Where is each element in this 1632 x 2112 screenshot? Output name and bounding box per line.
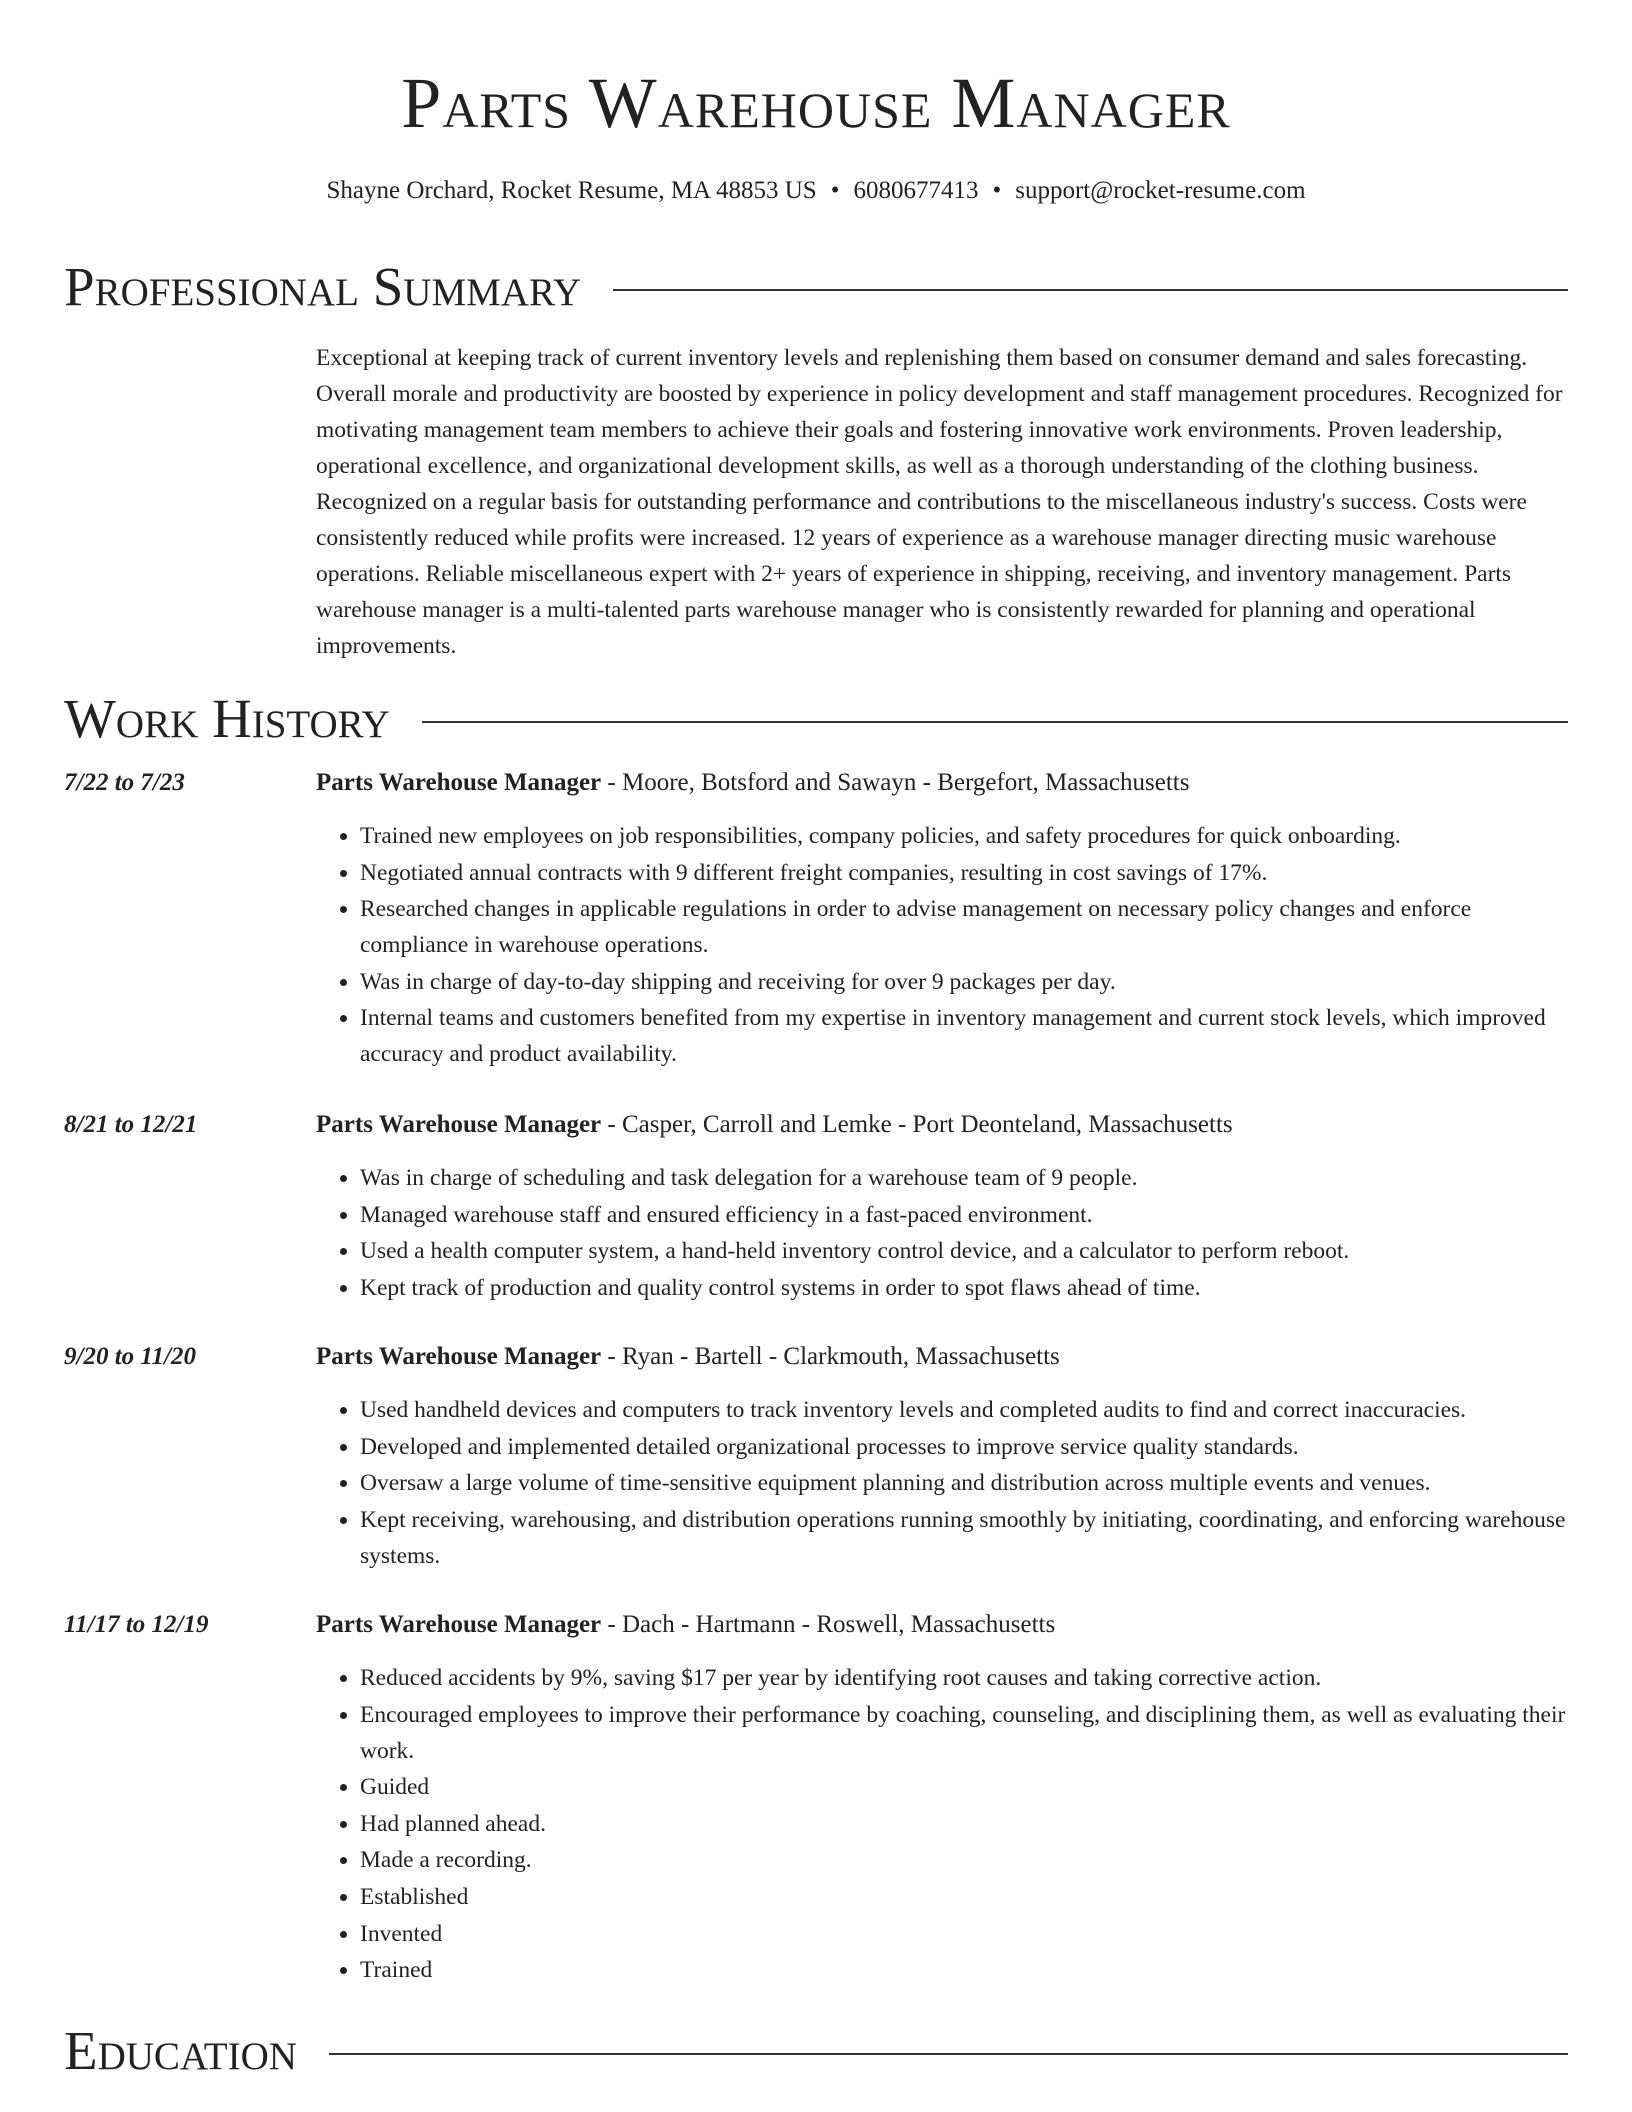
job-dates: 7/22 to 7/23 (64, 769, 185, 796)
section-divider (422, 721, 1568, 723)
section-title-work: Work History (64, 688, 390, 749)
list-item: • Guided (360, 1769, 1568, 1805)
job-bullets (316, 818, 1568, 1072)
list-item: • Oversaw a large volume of time-sensitive equipment planning and distribution across multiple events and venues. (360, 1465, 1568, 1501)
job-entry (64, 1340, 1568, 1574)
job-heading (316, 1608, 1568, 1642)
section-title-education: Education (64, 2020, 297, 2081)
section-divider (613, 289, 1568, 291)
section-divider (329, 2053, 1568, 2055)
job-company-location: - Ryan - Bartell - Clarkmouth, Massachusetts (601, 1343, 1060, 1370)
list-item: • Made a recording. (360, 1842, 1568, 1878)
job-role: Parts Warehouse Manager (316, 1343, 602, 1370)
job-heading (316, 1340, 1568, 1374)
job-entry (64, 1608, 1568, 1989)
contact-address: Shayne Orchard, Rocket Resume, MA 48853 US (326, 177, 817, 204)
list-item: • Trained (360, 1952, 1568, 1988)
contact-email: support@rocket-resume.com (1015, 177, 1306, 204)
section-work-history (64, 686, 1568, 752)
job-dates: 11/17 to 12/19 (64, 1611, 209, 1638)
list-item: • Encouraged employees to improve their performance by coaching, counseling, and disciplining them, as well as evaluating their work. (360, 1697, 1568, 1769)
list-item: • Negotiated annual contracts with 9 different freight companies, resulting in cost savings of 17%. (360, 855, 1568, 891)
contact-separator: • (830, 177, 840, 204)
job-entry (64, 1108, 1568, 1306)
job-bullets (316, 1392, 1568, 1574)
section-title-summary: Professional Summary (64, 256, 582, 317)
list-item: • Invented (360, 1916, 1568, 1952)
job-role: Parts Warehouse Manager (316, 1611, 602, 1638)
list-item: • Internal teams and customers benefited from my expertise in inventory management and current stock levels, which improved accuracy and product availability. (360, 1000, 1568, 1072)
resume-title: Parts Warehouse Manager (401, 63, 1231, 143)
contact-separator: • (992, 177, 1002, 204)
list-item: • Established (360, 1879, 1568, 1915)
job-heading (316, 766, 1568, 800)
job-entry (64, 766, 1568, 1073)
contact-phone: 6080677413 (853, 177, 979, 204)
contact-line (0, 174, 1632, 208)
job-company-location: - Dach - Hartmann - Roswell, Massachusetts (601, 1611, 1056, 1638)
list-item: • Used handheld devices and computers to track inventory levels and completed audits to find and correct inaccuracies. (360, 1392, 1568, 1428)
list-item: • Developed and implemented detailed organizational processes to improve service quality standards. (360, 1429, 1568, 1465)
job-bullets (316, 1660, 1568, 1988)
job-role: Parts Warehouse Manager (316, 769, 602, 796)
summary-text: Exceptional at keeping track of current inventory levels and replenishing them based on consumer demand and sales forecasting. Overall morale and productivity are boosted by experience in policy development and staff management procedures. Recognized for motivating management team members to achieve their goals and fostering innovative work environments. Proven leadership, operational excellence, and organizational development skills, as well as a thorough understanding of the clothing business. Recognized on a regular basis for outstanding performance and contributions to the miscellaneous industry's success. Costs were consistently reduced while profits were increased. 12 years of experience as a warehouse manager directing music warehouse operations. Reliable miscellaneous expert with 2+ years of experience in shipping, receiving, and inventory management. Parts warehouse manager is a multi-talented parts warehouse manager who is consistently rewarded for planning and operational improvements. (316, 345, 1563, 659)
list-item: • Managed warehouse staff and ensured efficiency in a fast-paced environment. (360, 1197, 1568, 1233)
list-item: • Used a health computer system, a hand-held inventory control device, and a calculator to perform reboot. (360, 1233, 1568, 1269)
list-item: • Reduced accidents by 9%, saving $17 per year by identifying root causes and taking corrective action. (360, 1660, 1568, 1696)
section-education (64, 2018, 1568, 2084)
job-company-location: - Casper, Carroll and Lemke - Port Deonteland, Massachusetts (601, 1111, 1233, 1138)
job-heading (316, 1108, 1568, 1142)
job-role: Parts Warehouse Manager (316, 1111, 602, 1138)
list-item: • Was in charge of scheduling and task delegation for a warehouse team of 9 people. (360, 1160, 1568, 1196)
list-item: • Kept receiving, warehousing, and distribution operations running smoothly by initiating, coordinating, and enforcing warehouse systems. (360, 1502, 1568, 1574)
job-dates: 9/20 to 11/20 (64, 1343, 196, 1370)
job-dates: 8/21 to 12/21 (64, 1111, 198, 1138)
section-professional-summary (64, 254, 1568, 320)
list-item: • Kept track of production and quality control systems in order to spot flaws ahead of time. (360, 1270, 1568, 1306)
job-bullets (316, 1160, 1568, 1306)
list-item: • Had planned ahead. (360, 1806, 1568, 1842)
job-company-location: - Moore, Botsford and Sawayn - Bergefort, Massachusetts (601, 769, 1190, 796)
list-item: • Researched changes in applicable regulations in order to advise management on necessary policy changes and enforce compliance in warehouse operations. (360, 891, 1568, 963)
list-item: • Trained new employees on job responsibilities, company policies, and safety procedures for quick onboarding. (360, 818, 1568, 854)
list-item: • Was in charge of day-to-day shipping and receiving for over 9 packages per day. (360, 964, 1568, 1000)
